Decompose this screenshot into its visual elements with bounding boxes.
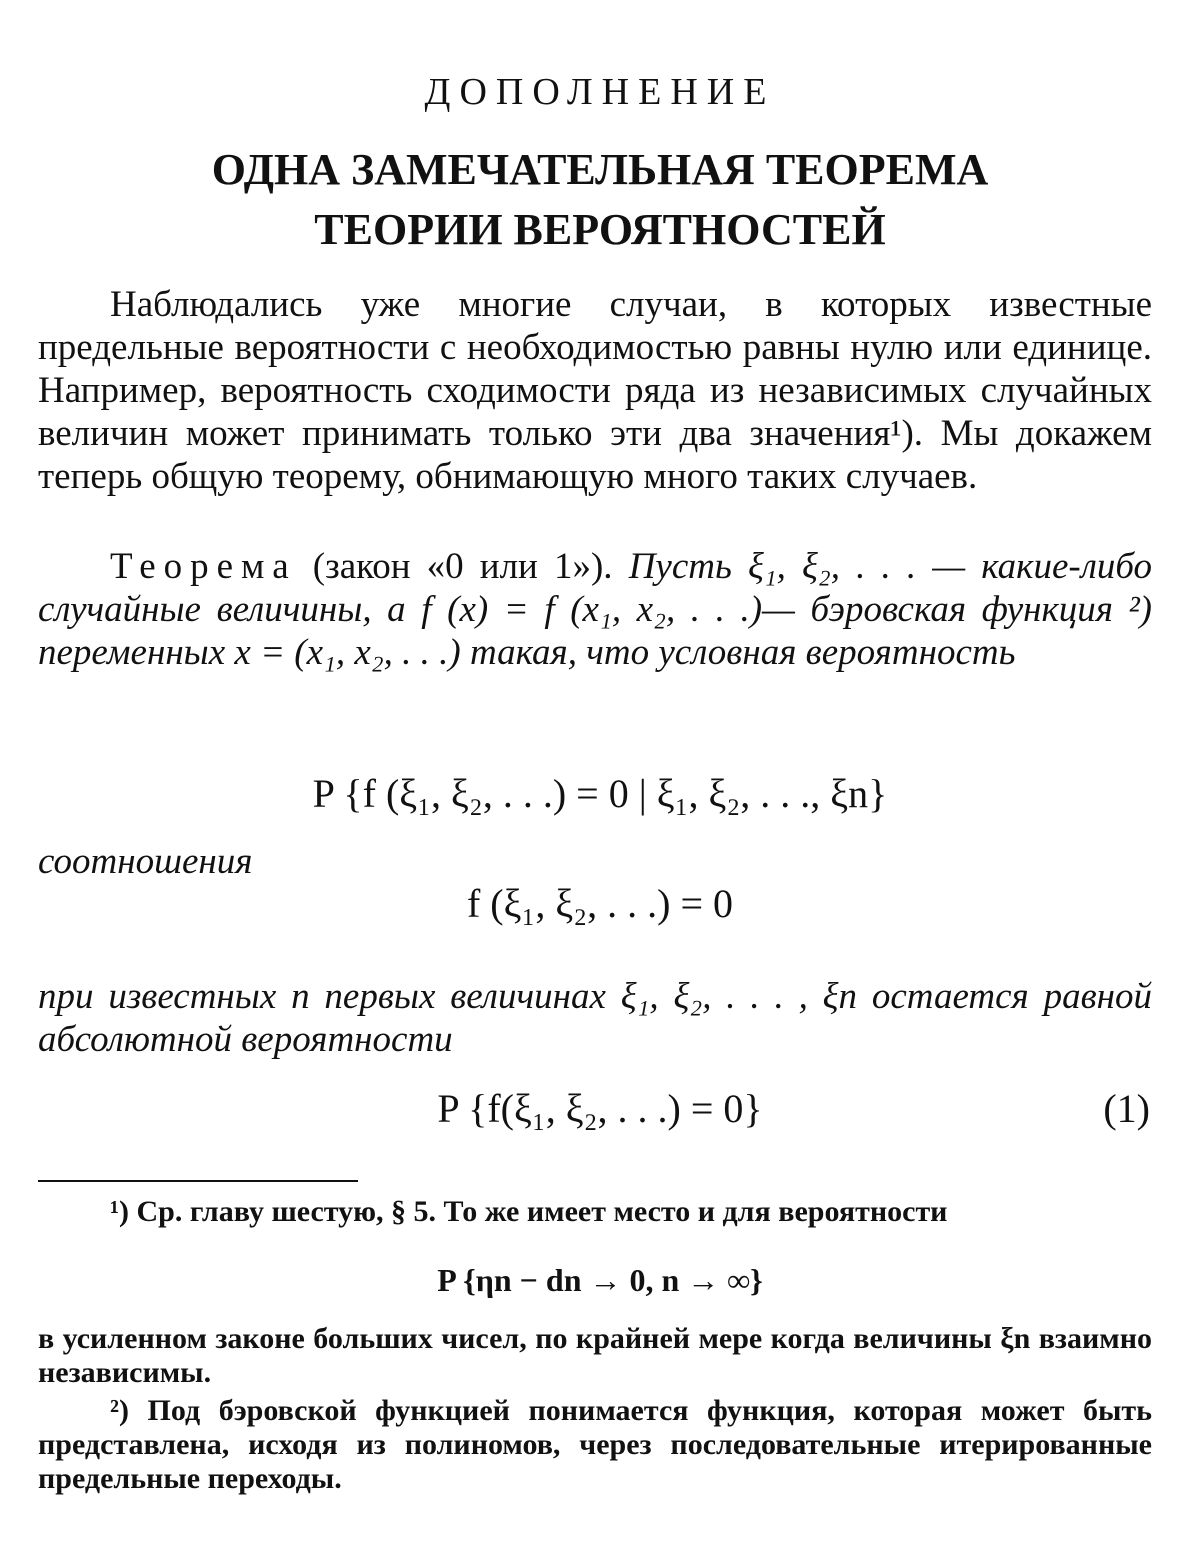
equation-number: (1) xyxy=(1103,1086,1150,1131)
formula-conditional-probability: P {f (ξ₁, ξ₂, . . .) = 0 | ξ₁, ξ₂, . . ., ξn} xyxy=(312,771,888,816)
section-supertitle: ДОПОЛНЕНИЕ xyxy=(424,71,776,113)
footnote-2: ²) Под бэровской функцией понимается функция, которая может быть представлена, исходя из полиномов, через последовательные итерированные предельные переходы. xyxy=(38,1394,1152,1495)
formula-relation: f (ξ₁, ξ₂, . . .) = 0 xyxy=(466,881,734,926)
footnote-1-continuation: в усиленном законе больших чисел, по крайней мере когда величины ξn взаимно независимы. xyxy=(38,1322,1152,1389)
theorem-paragraph xyxy=(38,545,1152,674)
text-condition: при известных n первых величинах ξ₁, ξ₂, . . . , ξn остается равной абсолютной вероятности xyxy=(38,976,1152,1060)
footnote-1-formula: P {ηn − dn → 0, n → ∞} xyxy=(437,1262,763,1298)
footnote-divider xyxy=(38,1180,358,1182)
theorem-label: Теорема xyxy=(110,546,297,587)
text-relation-label: соотношения xyxy=(38,841,253,882)
theorem-paren: (закон «0 или 1»). xyxy=(296,546,629,587)
title-line-1: ОДНА ЗАМЕЧАТЕЛЬНАЯ ТЕОРЕМА xyxy=(211,145,989,194)
footnote-1: ¹) Ср. главу шестую, § 5. То же имеет место и для вероятности xyxy=(110,1195,948,1228)
formula-absolute-probability: P {f(ξ₁, ξ₂, . . .) = 0} xyxy=(437,1086,763,1131)
title-line-2: ТЕОРИИ ВЕРОЯТНОСТЕЙ xyxy=(314,205,886,254)
theorem-statement: Пусть ξ₁, ξ₂, . . . — какие-либо случайные величины, а f (x) = f (x₁, x₂, . . .)— бэровская функция ²) переменных x = (x₁, x₂, . . .) такая, что условная вероятность xyxy=(38,546,1152,673)
intro-paragraph: Наблюдались уже многие случаи, в которых известные предельные вероятности с необходимостью равны нулю или единице. Например, вероятность сходимости ряда из независимых случайных величин может принимать только эти два значения¹). Мы докажем теперь общую теорему, обнимающую много таких случаев. xyxy=(38,284,1152,497)
